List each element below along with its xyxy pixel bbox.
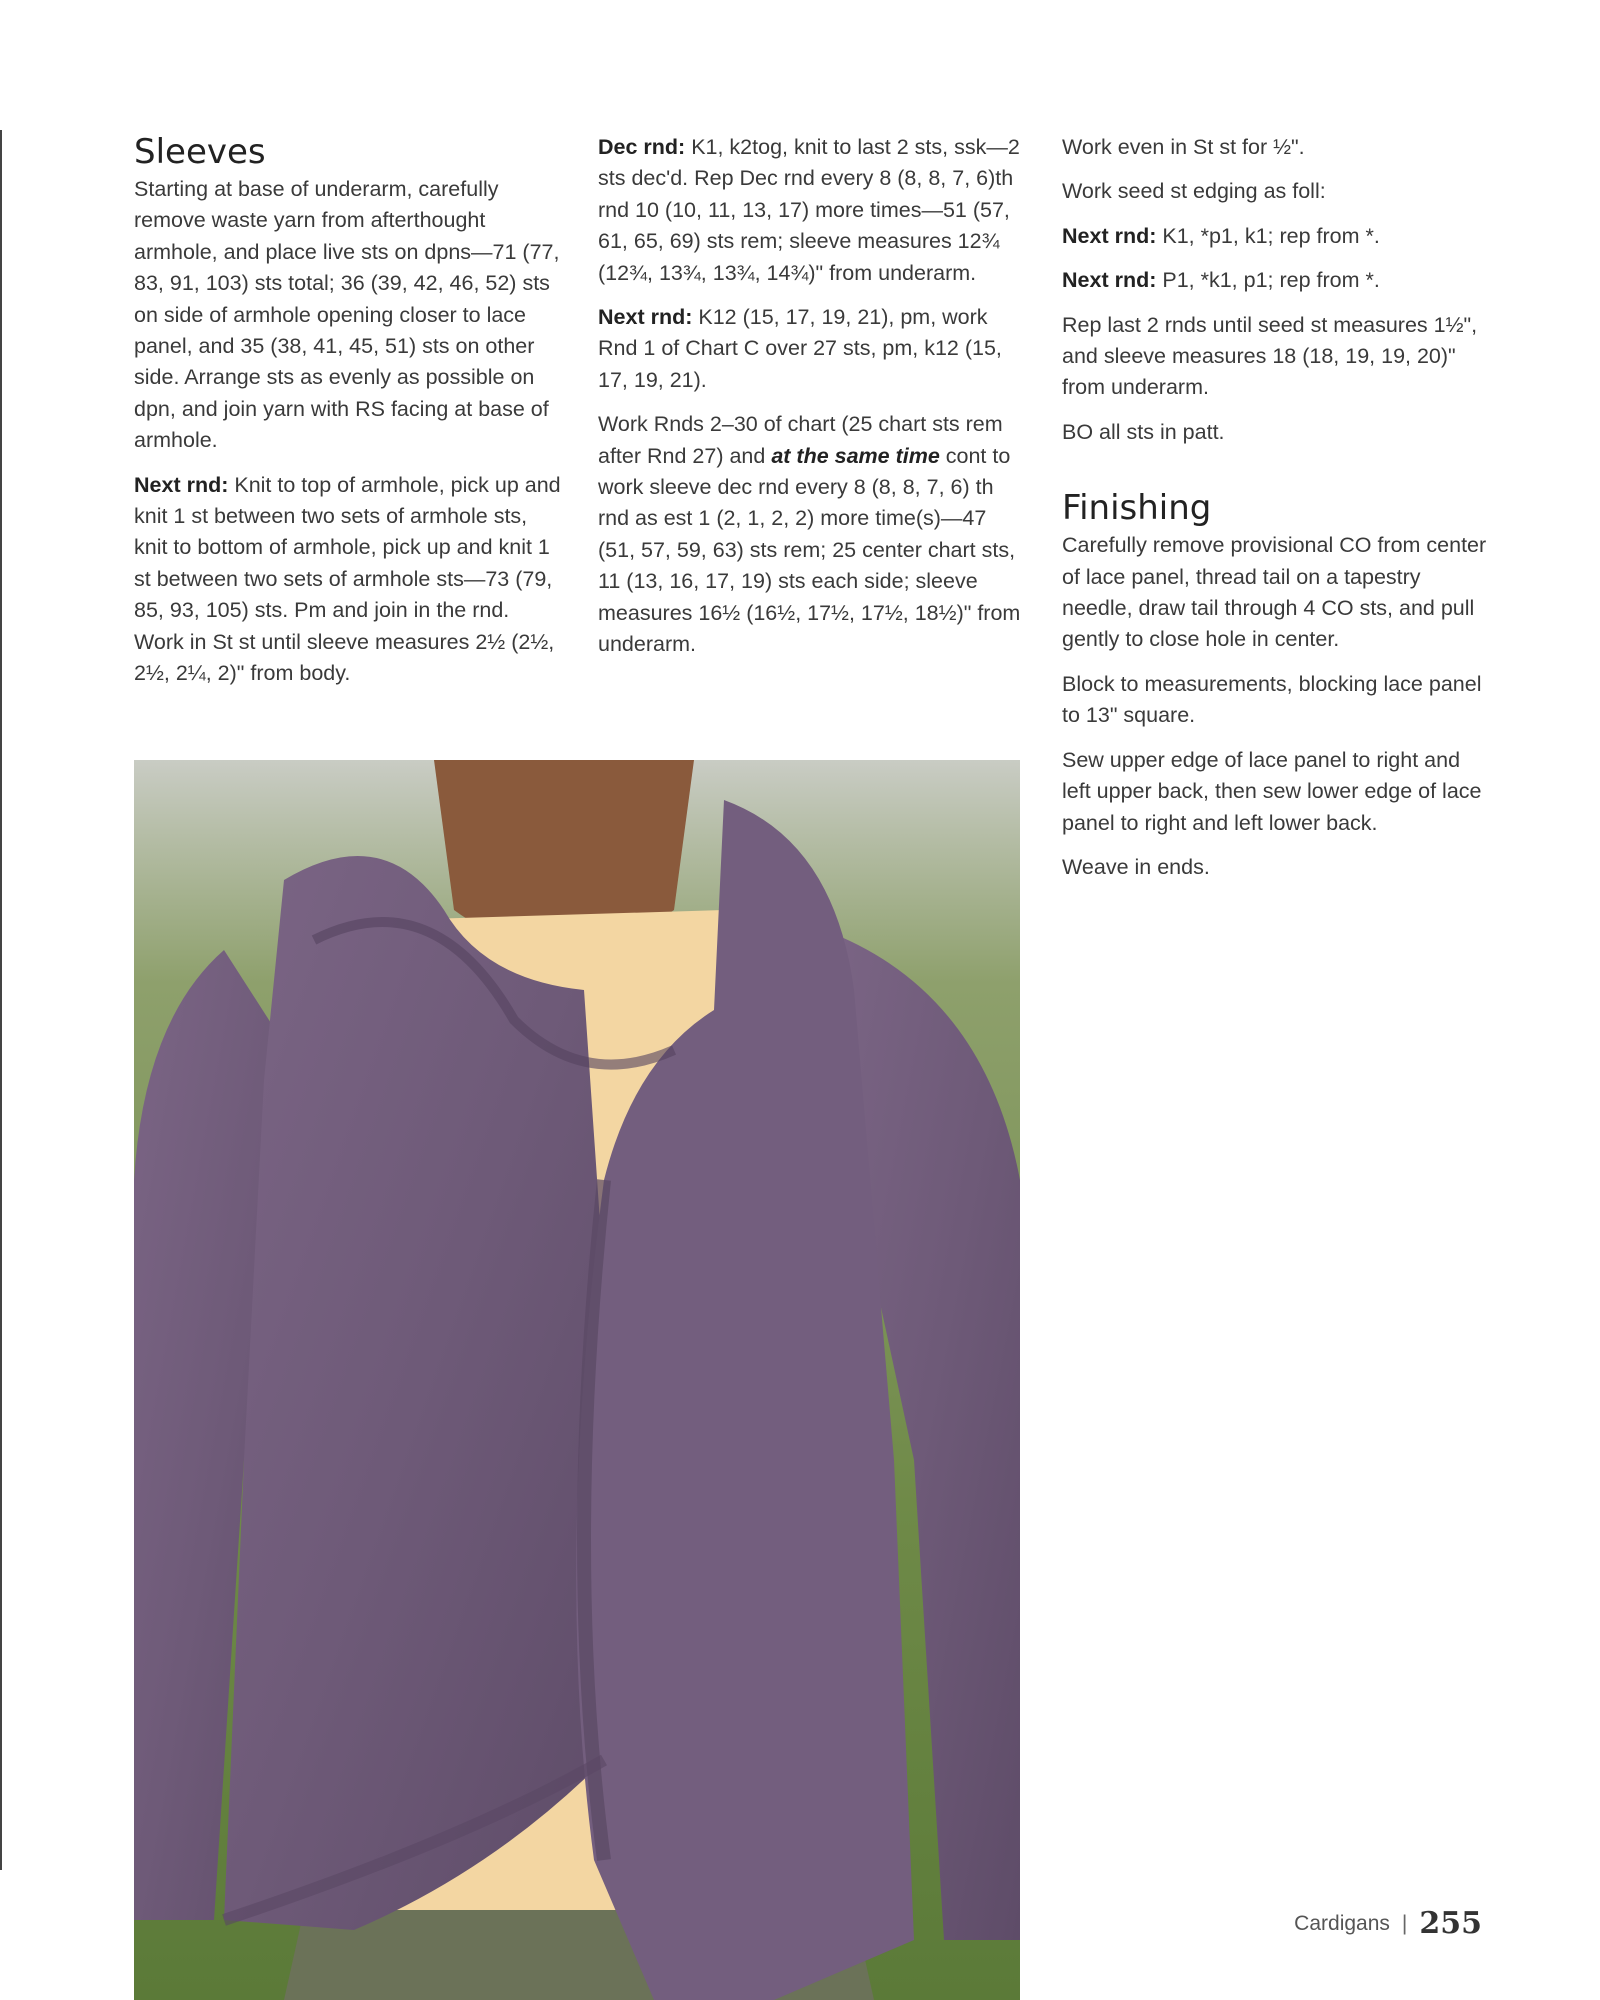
next-rnd-paragraph: [598, 302, 1028, 396]
next-rnd-label: Next rnd:: [598, 305, 693, 330]
column-left: [134, 132, 564, 703]
column-right: [1062, 132, 1492, 896]
next-rnd-label: Next rnd:: [1062, 223, 1157, 248]
page-edge-line: [0, 130, 2, 1870]
finishing-paragraph-2: Block to measurements, blocking lace panel to 13" square.: [1062, 671, 1482, 728]
page-number: 255: [1419, 1906, 1482, 1941]
next-rnd-label: Next rnd:: [134, 472, 229, 497]
page-footer: [1294, 1906, 1482, 1941]
work-rnds-paragraph: [598, 409, 1028, 660]
column-middle: [598, 132, 1028, 674]
cardigan-photo: [134, 760, 1020, 2000]
dec-rnd-paragraph: [598, 132, 1028, 289]
footer-section: Cardigans: [1294, 1911, 1390, 1935]
cardigan-illustration: [134, 760, 1020, 2000]
sleeves-paragraph-1: Starting at base of underarm, carefully remove waste yarn from afterthought armhole, and place live sts on dpns—71 (77, 83, 91, 103) sts total; 36 (39, 42, 46, 52) sts on side of armhole opening closer to lace panel, and 35 (38, 41, 45, 51) sts on other side. Arrange sts as evenly as possible on dpn, and join yarn with RS facing at base of armhole.: [134, 177, 560, 453]
next-rnd-text: K12 (15, 17, 19, 21), pm, work Rnd 1 of Chart C over 27 sts, pm, k12 (15, 17, 19, 21).: [598, 305, 1002, 392]
dec-rnd-label: Dec rnd:: [598, 135, 686, 159]
finishing-paragraph-3: Sew upper edge of lace panel to right and left upper back, then sew lower edge of lace panel to right and left lower back.: [1062, 747, 1482, 835]
seed-st-paragraph: Work seed st edging as foll:: [1062, 179, 1326, 204]
next-rnd-k1-paragraph: [1062, 221, 1492, 252]
work-even-paragraph: Work even in St st for ½".: [1062, 135, 1305, 159]
at-same-time-emphasis: at the same time: [771, 443, 940, 468]
finishing-heading: Finishing: [1062, 488, 1212, 529]
footer-separator: |: [1401, 1911, 1408, 1935]
sleeves-heading: Sleeves: [134, 132, 266, 172]
next-rnd-k1-text: K1, *p1, k1; rep from *.: [1156, 223, 1380, 248]
dec-rnd-text: K1, k2tog, knit to last 2 sts, ssk—2 sts dec'd. Rep Dec rnd every 8 (8, 8, 7, 6)th rnd 10 (10, 11, 13, 17) more times—51 (57, 61, 65, 69) sts rem; sleeve measures 12¾ (12¾, 13¾, 13¾, 14¾)" from underarm.: [598, 135, 1020, 285]
finishing-paragraph-1: Carefully remove provisional CO from center of lace panel, thread tail on a tapestry needle, draw tail through 4 CO sts, and pull gently to close hole in center.: [1062, 533, 1487, 652]
bo-paragraph: BO all sts in patt.: [1062, 419, 1225, 444]
finishing-paragraph-4: Weave in ends.: [1062, 854, 1210, 879]
rep-last-paragraph: Rep last 2 rnds until seed st measures 1½", and sleeve measures 18 (18, 19, 19, 20)" from underarm.: [1062, 312, 1478, 400]
next-rnd-label: Next rnd:: [1062, 268, 1157, 293]
sleeves-paragraph-2: [134, 470, 564, 690]
next-rnd-p1-paragraph: [1062, 265, 1492, 296]
sleeves-paragraph-2-text: Knit to top of armhole, pick up and knit 1 st between two sets of armhole sts, knit to bottom of armhole, pick up and knit 1 st between two sets of armhole sts—73 (79, 85, 93, 105) sts. Pm and join in the rnd. Work in St st until sleeve measures 2½ (2½, 2½, 2¼, 2)" from body.: [134, 472, 561, 686]
next-rnd-p1-text: P1, *k1, p1; rep from *.: [1156, 268, 1380, 293]
work-rnds-text-b: cont to work sleeve dec rnd every 8 (8, 8, 7, 6) th rnd as est 1 (2, 1, 2, 2) more time(s)—47 (51, 57, 59, 63) sts rem; 25 center chart sts, 11 (13, 16, 17, 19) sts each side; sleeve measures 16½ (16½, 17½, 17½, 18½)" from underarm.: [598, 443, 1021, 657]
left-front-panel: [224, 856, 604, 1930]
work-rnds-text-a: Work Rnds 2–30 of chart (25 chart sts rem after Rnd 27) and: [598, 412, 1003, 468]
